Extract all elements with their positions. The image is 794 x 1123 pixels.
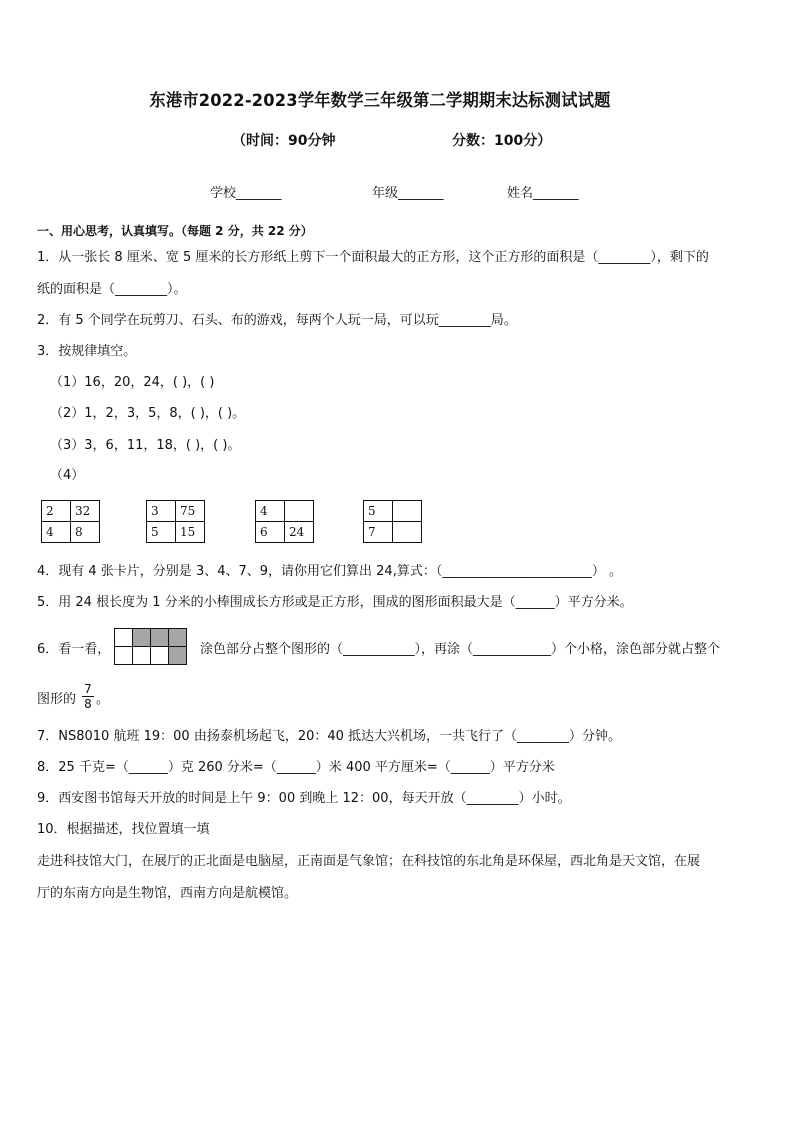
grid-square-shaded: [151, 629, 169, 647]
grid-square: [115, 629, 133, 647]
grid-cell: 6: [256, 522, 285, 543]
grade-field[interactable]: 年级_______: [372, 186, 444, 201]
grid-square-shaded: [133, 629, 151, 647]
pattern-grid-4: [363, 500, 422, 543]
grid-cell: 24: [285, 522, 314, 543]
question-6-end: 。: [96, 692, 110, 707]
question-3-part-2: （2）1，2，3，5，8，( )，( )。: [50, 406, 246, 421]
question-10-line-1: 走进科技馆大门，在展厅的正北面是电脑屋，正南面是气象馆；在科技馆的东北角是环保屋，西北角是天文馆，在展: [37, 854, 701, 869]
question-4: 4．现有 4 张卡片，分别是 3、4、7、9，请你用它们算出 24,算式：（_______________________） 。: [37, 564, 622, 579]
question-6-text: 涂色部分占整个图形的（___________），再涂（____________）个小格，涂色部分就占整个: [200, 642, 721, 657]
name-field[interactable]: 姓名_______: [507, 186, 579, 201]
grid-cell: 8: [71, 522, 100, 543]
grid-cell: 2: [42, 501, 71, 522]
question-10-stem: 10．根据描述，找位置填一填: [37, 822, 210, 837]
question-6-lead: 6．看一看，: [37, 642, 111, 657]
grid-cell: 4: [256, 501, 285, 522]
grid-cell: 75: [176, 501, 205, 522]
question-3-part-3: （3）3，6，11，18，( )，( )。: [50, 438, 241, 453]
grid-cell: 7: [364, 522, 393, 543]
question-1-line-2: 纸的面积是（________）。: [37, 282, 187, 297]
grid-square: [133, 647, 151, 665]
grid-cell: 5: [147, 522, 176, 543]
grid-cell-blank[interactable]: [393, 522, 422, 543]
question-3-stem: 3．按规律填空。: [37, 344, 137, 359]
question-1-line-1: 1．从一张长 8 厘米、宽 5 厘米的长方形纸上剪下一个面积最大的正方形，这个正方形的面积是（________），剩下的: [37, 250, 709, 265]
question-8: 8．25 千克=（______）克 260 分米=（______）米 400 平方厘米=（______）平方分米: [37, 760, 555, 775]
pattern-grid-3: [255, 500, 314, 543]
question-5: 5．用 24 根长度为 1 分米的小棒围成长方形或是正方形，围成的图形面积最大是（______）平方分米。: [37, 595, 633, 610]
grid-square: [151, 647, 169, 665]
question-3-part-1: （1）16，20，24，( )，( ): [50, 375, 215, 390]
exam-title: 东港市2022-2023学年数学三年级第二学期期末达标测试试题: [149, 91, 611, 111]
pattern-grid-1: [41, 500, 100, 543]
shaded-figure: [114, 628, 187, 665]
grid-cell: 5: [364, 501, 393, 522]
grid-square-shaded: [169, 647, 187, 665]
exam-score: 分数：100分）: [452, 133, 552, 149]
question-10-line-2: 厅的东南方向是生物馆，西南方向是航模馆。: [37, 886, 298, 901]
grid-cell: 3: [147, 501, 176, 522]
grid-cell: 15: [176, 522, 205, 543]
question-3-part-4: （4）: [50, 468, 85, 483]
grid-cell: 32: [71, 501, 100, 522]
question-6-line-2: 图形的: [37, 692, 77, 707]
question-9: 9．西安图书馆每天开放的时间是上午 9：00 到晚上 12：00，每天开放（________）小时。: [37, 791, 571, 806]
grid-cell: 4: [42, 522, 71, 543]
exam-time: （时间：90分钟: [232, 133, 336, 149]
question-7: 7．NS8010 航班 19：00 由扬泰机场起飞，20：40 抵达大兴机场，一共飞行了（________）分钟。: [37, 729, 622, 744]
grid-square-shaded: [169, 629, 187, 647]
fraction-numerator: 7: [82, 682, 94, 697]
section-heading: 一、用心思考，认真填写。（每题 2 分，共 22 分）: [37, 224, 313, 238]
grid-cell-blank[interactable]: [285, 501, 314, 522]
school-field[interactable]: 学校_______: [210, 186, 282, 201]
question-2: 2．有 5 个同学在玩剪刀、石头、布的游戏，每两个人玩一局，可以玩________局。: [37, 313, 517, 328]
fraction-denominator: 8: [84, 697, 92, 711]
grid-cell-blank[interactable]: [393, 501, 422, 522]
grid-square: [115, 647, 133, 665]
pattern-grid-2: [146, 500, 205, 543]
fraction-seven-eighths: [82, 682, 94, 711]
